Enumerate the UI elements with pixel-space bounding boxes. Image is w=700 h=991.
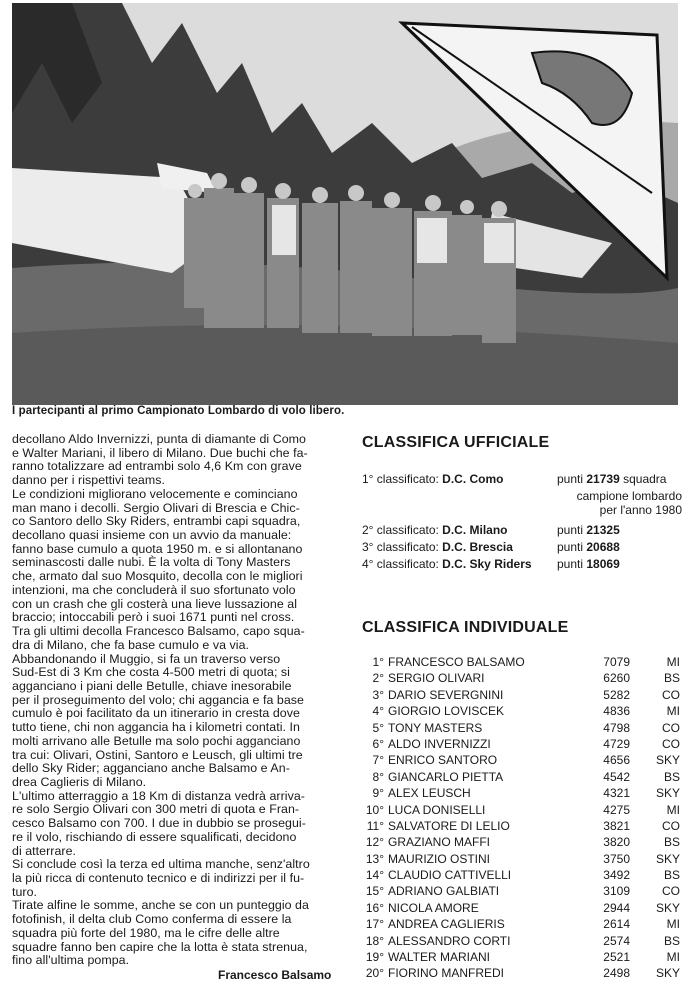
team-points: 18069 xyxy=(586,557,620,571)
ranking-row xyxy=(362,884,682,900)
ranking-row xyxy=(362,819,682,835)
team-ranking xyxy=(362,472,680,574)
ranking-row xyxy=(362,688,682,704)
ranking-position: 13° xyxy=(365,851,384,866)
pilot-club: CO xyxy=(662,884,680,899)
ranking-position: 19° xyxy=(365,950,384,965)
ranking-row xyxy=(362,704,682,720)
ranking-position: 11° xyxy=(366,818,384,833)
ranking-row xyxy=(362,966,682,982)
pilot-club: SKY xyxy=(655,786,680,801)
ranking-position: 1° xyxy=(372,655,384,669)
pilot-name: GIORGIO LOVISCEK xyxy=(388,704,505,719)
team-row: 1° classificato: D.C. Como punti 21739 squadra campione lombardo per l'anno 1980 xyxy=(362,472,682,517)
pilot-name: GRAZIANO MAFFI xyxy=(388,835,490,850)
article-body xyxy=(12,433,342,968)
ranking-position: 12° xyxy=(365,835,384,850)
pilot-name: ADRIANO GALBIATI xyxy=(388,884,500,899)
team-points: 21325 xyxy=(586,523,620,537)
article-paragraph: Tirate alfine le somme, anche se con un punteggio da fotofinish, il delta club Como conferma di essere la squadra più forte del 1980, ma le cifre delle altre squadre fanno ben capire che la lotta è stata strenua, fino all'ultima pompa. xyxy=(12,898,309,968)
pilot-name: WALTER MARIANI xyxy=(388,950,491,965)
ranking-row xyxy=(362,950,682,966)
ranking-position: 14° xyxy=(365,868,384,883)
pilot-score: 4798 xyxy=(603,720,630,735)
team-row: 3° classificato: D.C. Brescia punti 20688 xyxy=(362,540,620,554)
article-paragraph: Si conclude così la terza ed ultima manche, senz'altro la più ricca di contenuto tecnico e di indirizzi per il fu- turo. xyxy=(12,857,310,899)
ranking-position: 8° xyxy=(372,769,384,784)
ranking-row xyxy=(362,934,682,950)
ranking-position: 7° xyxy=(372,753,384,768)
pilot-score: 4321 xyxy=(603,786,630,801)
article-paragraph: Le condizioni migliorano velocemente e cominciano man mano i decolli. Sergio Olivari di Brescia e Chic- co Santoro dello Sky Riders, entrambi capi squadra, decollano quasi insieme con un avvio da manuale: fanno base cumulo a quota 1950 m. e si allontanano seminascosti dalle nubi. È la volta di Tony Masters che, armato dal suo Mosquito, decolla con le migliori intenzioni, ma che concluderà il suo sfortunato volo con un crash che gli costerà una lieve lussazione al braccio; intoccabili però i suoi 1671 punti nel cross. Tra gli ultimi decolla Francesco Balsamo, capo squa- dra di Milano, che fa base cumulo e va via. xyxy=(12,486,305,652)
pilot-score: 4729 xyxy=(603,736,630,751)
pilot-club: MI xyxy=(666,655,680,669)
pilot-club: CO xyxy=(662,736,680,751)
pilot-score: 7079 xyxy=(603,655,630,669)
pilot-name: ANDREA CAGLIERIS xyxy=(388,917,505,932)
article-paragraph: decollano Aldo Invernizzi, punta di diamante di Como e Walter Mariani, il libero di Milano. Due buchi che fa- ranno totalizzare ad entrambi solo 4,6 Km con grave danno per i rispettivi teams. xyxy=(12,432,308,488)
individual-ranking xyxy=(362,655,682,983)
pilot-name: MAURIZIO OSTINI xyxy=(388,851,490,866)
ranking-row xyxy=(362,737,682,753)
ranking-row xyxy=(362,917,682,933)
ranking-position: 10° xyxy=(365,802,384,817)
pilot-name: NICOLA AMORE xyxy=(388,900,479,915)
group-photo-illustration xyxy=(12,3,678,405)
pilot-name: SALVATORE DI LELIO xyxy=(388,818,510,833)
article-author: Francesco Balsamo xyxy=(218,968,332,982)
ranking-position: 3° xyxy=(372,687,384,702)
ranking-position: 20° xyxy=(365,966,384,981)
pilot-score: 4836 xyxy=(603,704,630,719)
pilot-club: BS xyxy=(663,835,680,850)
pilot-club: MI xyxy=(666,950,680,965)
pilot-club: BS xyxy=(663,671,680,686)
ranking-position: 5° xyxy=(372,720,384,735)
ranking-row xyxy=(362,786,682,802)
ranking-row xyxy=(362,835,682,851)
pilot-name: ENRICO SANTORO xyxy=(388,753,498,768)
pilot-score: 2614 xyxy=(603,917,630,932)
pilot-score: 2574 xyxy=(603,933,630,948)
pilot-score: 6260 xyxy=(603,671,630,686)
pilot-club: SKY xyxy=(655,900,680,915)
ranking-position: 17° xyxy=(365,917,384,932)
ranking-row xyxy=(362,852,682,868)
ranking-position: 2° xyxy=(372,671,384,686)
ranking-position: 18° xyxy=(365,933,384,948)
pilot-name: ALEX LEUSCH xyxy=(388,786,471,801)
pilot-score: 3492 xyxy=(603,868,630,883)
pilot-score: 4656 xyxy=(603,753,630,768)
pilot-club: CO xyxy=(662,687,680,702)
pilot-score: 2521 xyxy=(603,950,630,965)
ranking-position: 6° xyxy=(372,736,384,751)
photo-caption: I partecipanti al primo Campionato Lombardo di volo libero. xyxy=(12,405,345,417)
pilot-name: DARIO SEVERGNINI xyxy=(388,687,504,702)
pilot-score: 3821 xyxy=(603,818,630,833)
pilot-name: FRANCESCO BALSAMO xyxy=(388,655,525,669)
pilot-name: TONY MASTERS xyxy=(388,720,483,735)
article-paragraph: Abbandonando il Muggio, si fa un traverso verso Sud-Est di 3 Km che costa 4-500 metri di quota; si agganciano i piani delle Betulle, chiave inesorabile per il proseguimento del volo; chi aggancia e fa base cumulo è poi facilitato da un itinerario in cresta dove tutto tiene, chi non aggancia ha i kilometri contati. In molti arrivano alle Betulle ma solo pochi agganciano tra cui: Olivari, Ostini, Santoro e Leusch, gli ultimi tre dello Sky Rider; agganciano anche Balsamo e An- drea Caglieris di Milano. xyxy=(12,651,304,789)
pilot-club: MI xyxy=(666,917,680,932)
pilot-name: LUCA DONISELLI xyxy=(388,802,486,817)
pilot-name: SERGIO OLIVARI xyxy=(388,671,485,686)
team-row: 2° classificato: D.C. Milano punti 21325 xyxy=(362,523,620,537)
pilot-score: 2498 xyxy=(603,966,630,981)
group-photo xyxy=(12,3,678,405)
ranking-position: 16° xyxy=(365,900,384,915)
team-points: 21739 xyxy=(586,472,620,486)
ranking-row xyxy=(362,803,682,819)
pilot-name: GIANCARLO PIETTA xyxy=(388,769,504,784)
pilot-club: BS xyxy=(663,933,680,948)
team-note: campione lombardo per l'anno 1980 xyxy=(576,489,682,517)
pilot-score: 4542 xyxy=(603,769,630,784)
pilot-name: FIORINO MANFREDI xyxy=(388,966,504,981)
ranking-row xyxy=(362,671,682,687)
pilot-club: SKY xyxy=(655,851,680,866)
pilot-club: CO xyxy=(662,720,680,735)
ranking-position: 15° xyxy=(365,884,384,899)
pilot-club: BS xyxy=(663,868,680,883)
pilot-score: 2944 xyxy=(603,900,630,915)
pilot-name: ALDO INVERNIZZI xyxy=(388,736,491,751)
pilot-club: MI xyxy=(666,802,680,817)
pilot-name: CLAUDIO CATTIVELLI xyxy=(388,868,512,883)
pilot-club: SKY xyxy=(655,753,680,768)
team-name: D.C. Como xyxy=(442,472,504,486)
ranking-row xyxy=(362,901,682,917)
pilot-score: 3109 xyxy=(603,884,630,899)
pilot-score: 3750 xyxy=(603,851,630,866)
pilot-club: BS xyxy=(663,769,680,784)
individual-ranking-title: CLASSIFICA INDIVIDUALE xyxy=(362,619,569,636)
pilot-club: CO xyxy=(662,818,680,833)
ranking-row xyxy=(362,753,682,769)
pilot-club: SKY xyxy=(655,966,680,981)
team-ranking-title: CLASSIFICA UFFICIALE xyxy=(362,434,550,451)
team-name: D.C. Brescia xyxy=(442,540,513,554)
team-name: D.C. Milano xyxy=(442,523,508,537)
ranking-row xyxy=(362,721,682,737)
article-paragraph: L'ultimo atterraggio a 18 Km di distanza vedrà arriva- re solo Sergio Olivari con 300 metri di quota e Fran- cesco Balsamo con 700. I due in dubbio se prosegui- re il volo, rischiando di essere squalificati, decidono di atterrare. xyxy=(12,788,306,858)
ranking-row xyxy=(362,770,682,786)
team-row: 4° classificato: D.C. Sky Riders punti 18069 xyxy=(362,557,620,571)
pilot-score: 3820 xyxy=(603,835,630,850)
pilot-name: ALESSANDRO CORTI xyxy=(388,933,511,948)
team-points: 20688 xyxy=(586,540,620,554)
ranking-position: 9° xyxy=(372,786,384,801)
pilot-club: MI xyxy=(666,704,680,719)
team-name: D.C. Sky Riders xyxy=(442,557,532,571)
ranking-position: 4° xyxy=(372,704,384,719)
pilot-score: 4275 xyxy=(603,802,630,817)
ranking-row xyxy=(362,655,682,671)
pilot-score: 5282 xyxy=(603,687,630,702)
ranking-row xyxy=(362,868,682,884)
